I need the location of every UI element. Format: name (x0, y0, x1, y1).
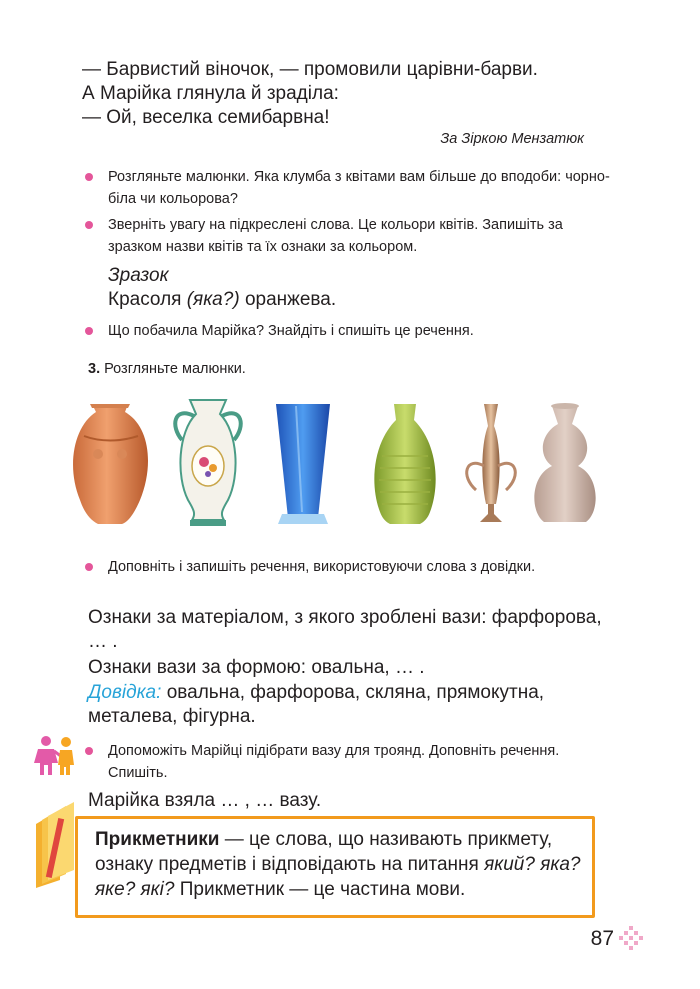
poem-author: За Зіркою Мензатюк (440, 131, 584, 147)
answer-line: Марійка взяла … , … вазу. (88, 790, 322, 811)
rule-text (95, 827, 585, 902)
sample-line (108, 288, 336, 312)
rule-term: Прикметники (95, 829, 220, 850)
task-3 (88, 320, 612, 342)
task-1-text: Розгляньте малюнки. Яка клумба з квітами вам більше до вподоби: чорно-біла чи кольорова? (108, 169, 610, 207)
poem-line-1: — Барвистий віночок, — промовили царівни-барви. (82, 59, 538, 80)
bullet-icon (85, 173, 93, 181)
sample-question: (яка?) (186, 289, 240, 310)
bullet-icon (85, 327, 93, 335)
poem-line-3: — Ой, веселка семибарвна! (82, 107, 330, 128)
hint-line (88, 681, 614, 729)
rule-part-2: Прикметник — це частина мови. (174, 879, 466, 900)
sample-answer: оранжева. (244, 289, 337, 310)
hint-label: Довідка: (88, 682, 162, 703)
exercise-number: 3. (88, 361, 101, 377)
ornament-icon (618, 925, 644, 951)
figured-vase (534, 403, 595, 522)
green-glass-vase (374, 404, 435, 524)
exercise-3-task-text: Доповніть і запишіть речення, використовуючи слова з довідки. (108, 559, 536, 575)
hint-words: овальна, фарфорова, скляна, прямокутна, металева, фігурна. (88, 682, 545, 727)
rule-box (75, 816, 595, 918)
poem-line-2: А Марійка глянула й зраділа: (82, 83, 339, 104)
task-2 (88, 214, 612, 258)
kids-icon (32, 735, 80, 777)
porcelain-vase (175, 400, 241, 526)
task-3-text: Що побачила Марійка? Знайдіть і спишіть це речення. (108, 323, 474, 339)
shape-line: Ознаки вази за формою: овальна, … . (88, 657, 425, 678)
material-line: Ознаки за матеріалом, з якого зроблені вази: фарфорова, … . (88, 607, 602, 652)
blue-glass-vase (276, 404, 330, 524)
page-number: 87 (590, 927, 614, 950)
sample-title: Зразок (108, 265, 169, 286)
task-1 (88, 166, 612, 210)
task-2-text: Зверніть увагу на підкреслені слова. Це кольори квітів. Запишіть за зразком назви квітів та їх ознаки за кольором. (108, 217, 563, 255)
bullet-icon (85, 563, 93, 571)
help-task-text: Допоможіть Марійці підібрати вазу для троянд. Доповніть речення. Спишіть. (108, 743, 560, 781)
bullet-icon (85, 747, 93, 755)
rule-questions: який? яка? яке? які? (95, 854, 581, 900)
terracotta-vase (73, 404, 148, 524)
exercise-3-header (88, 361, 246, 377)
sample-word: Красоля (108, 289, 182, 310)
exercise-instruction: Розгляньте малюнки. (104, 361, 246, 377)
help-task (88, 740, 612, 784)
metal-vase (467, 404, 516, 522)
bullet-icon (85, 221, 93, 229)
exercise-3-task (88, 556, 612, 578)
vases-illustration (70, 396, 630, 530)
rule-part-1: — це слова, що називають прикмету, ознаку предметів і відповідають на питання (95, 829, 553, 875)
